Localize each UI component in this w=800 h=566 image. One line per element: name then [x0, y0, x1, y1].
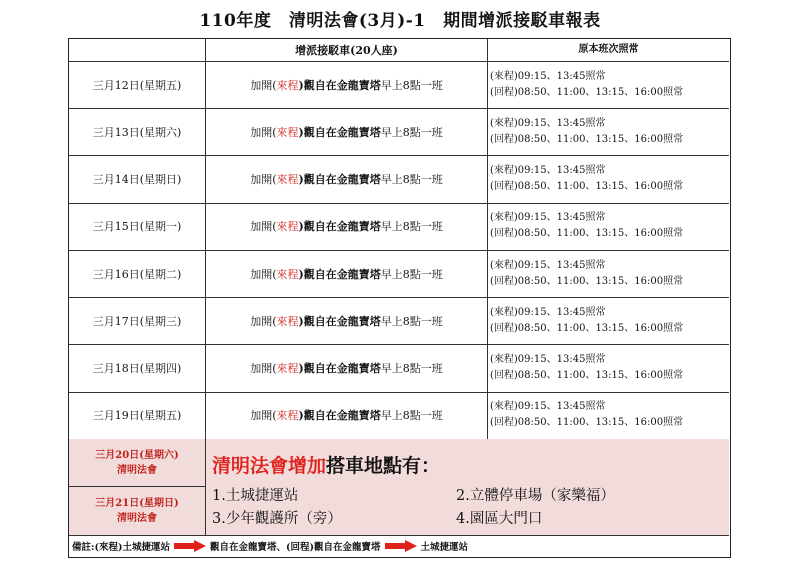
row-extra-direction: 來程 [276, 314, 299, 328]
row-extra-time: 早上8點一班 [380, 409, 443, 423]
row-schedule-outbound: (回程)08:50、11:00、13:15、16:00照常 [490, 181, 684, 192]
row-extra-shuttle [206, 297, 488, 344]
row-schedule-outbound: (回程)08:50、11:00、13:15、16:00照常 [490, 133, 684, 145]
remark-part-2: 觀自在金龍寶塔、(回程)觀自在金龍寶塔 [210, 542, 381, 553]
row-extra-direction: 來程 [276, 362, 299, 375]
table-row [69, 203, 729, 251]
row-extra-time: 早上8點一班 [380, 125, 443, 139]
row-date: 三月12日(星期五) [69, 61, 206, 108]
row-extra-shuttle [206, 250, 488, 297]
row-date: 三月19日(星期五) [69, 392, 206, 439]
pickup-spot-1: 1.土城捷運站 [212, 488, 299, 504]
pickup-spot-3: 3.少年觀護所（旁） [212, 511, 342, 527]
row-schedule-inbound: (來程)09:15、13:45照常 [490, 259, 606, 271]
row-regular-schedule [488, 297, 729, 344]
row-extra-direction: 來程 [276, 125, 299, 139]
row-extra-time: 早上8點一班 [380, 267, 443, 281]
row-schedule-inbound: (來程)09:15、13:45照常 [490, 165, 606, 176]
row-regular-schedule [488, 203, 729, 250]
row-schedule-outbound: (回程)08:50、11:00、13:15、16:00照常 [490, 86, 684, 98]
row-extra-direction: 來程 [276, 173, 299, 186]
pickup-headline-black: 搭車地點有： [326, 455, 441, 477]
table-row [69, 61, 729, 109]
row-schedule-outbound: (回程)08:50、11:00、13:15、16:00照常 [490, 275, 684, 287]
table-header [69, 39, 729, 62]
row-regular-schedule [488, 345, 729, 392]
remark-part-1: 備註:(來程)土城捷運站 [72, 542, 170, 553]
table-row [69, 345, 729, 393]
schedule-table [68, 38, 731, 558]
header-extra-shuttle: 增派接駁車(20人座) [206, 39, 488, 61]
row-regular-schedule [488, 250, 729, 297]
row-schedule-outbound: (回程)08:50、11:00、13:15、16:00照常 [490, 370, 684, 381]
special-day-21 [69, 487, 206, 535]
remark-row [69, 535, 729, 557]
arrow-right-icon [174, 540, 206, 552]
row-extra-destination: )觀自在金龍寶塔 [298, 220, 381, 234]
row-extra-prefix: 加開( [250, 362, 277, 375]
row-extra-direction: 來程 [276, 78, 299, 92]
row-extra-prefix: 加開( [250, 125, 277, 139]
row-extra-time: 早上8點一班 [380, 220, 443, 234]
row-date: 三月13日(星期六) [69, 108, 206, 155]
table-row [69, 156, 729, 204]
row-extra-shuttle [206, 203, 488, 250]
table-row [69, 392, 729, 440]
special-day-20-date: 三月20日(星期六) [95, 449, 179, 461]
pickup-headline [212, 451, 440, 478]
row-extra-direction: 來程 [276, 409, 299, 423]
row-extra-direction: 來程 [276, 267, 299, 281]
page-title: 110年度 清明法會(3月)-1 期間增派接駁車報表 [199, 11, 601, 31]
row-date: 三月14日(星期日) [69, 156, 206, 203]
row-regular-schedule [488, 108, 729, 155]
special-day-21-event: 清明法會 [117, 513, 157, 524]
row-regular-schedule [488, 156, 729, 203]
pickup-spot-4: 4.園區大門口 [456, 511, 543, 527]
row-extra-shuttle [206, 156, 488, 203]
remark-part-3: 土城捷運站 [420, 542, 469, 553]
row-date: 三月18日(星期四) [69, 345, 206, 392]
row-extra-prefix: 加開( [250, 409, 277, 423]
row-extra-destination: )觀自在金龍寶塔 [298, 409, 381, 423]
row-schedule-inbound: (來程)09:15、13:45照常 [490, 354, 606, 365]
row-extra-prefix: 加開( [250, 314, 277, 328]
row-extra-destination: )觀自在金龍寶塔 [298, 362, 381, 375]
pickup-info [206, 439, 729, 535]
row-extra-time: 早上8點一班 [380, 173, 443, 186]
row-extra-prefix: 加開( [250, 267, 277, 281]
row-extra-destination: )觀自在金龍寶塔 [298, 125, 381, 139]
row-extra-prefix: 加開( [250, 78, 277, 92]
row-schedule-outbound: (回程)08:50、11:00、13:15、16:00照常 [490, 417, 684, 429]
special-section [69, 439, 729, 536]
pickup-spot-2: 2.立體停車場（家樂福） [456, 488, 615, 504]
special-day-21-date: 三月21日(星期日) [95, 498, 179, 509]
row-extra-destination: )觀自在金龍寶塔 [298, 78, 381, 92]
header-date [69, 39, 206, 61]
table-row [69, 250, 729, 298]
row-extra-shuttle [206, 345, 488, 392]
row-extra-shuttle [206, 392, 488, 439]
row-schedule-inbound: (來程)09:15、13:45照常 [490, 212, 606, 224]
row-extra-time: 早上8點一班 [380, 362, 443, 375]
row-extra-prefix: 加開( [250, 220, 277, 234]
row-schedule-inbound: (來程)09:15、13:45照常 [490, 306, 606, 318]
row-date: 三月15日(星期一) [69, 203, 206, 250]
row-schedule-inbound: (來程)09:15、13:45照常 [490, 401, 606, 413]
row-extra-time: 早上8點一班 [380, 78, 443, 92]
row-extra-shuttle [206, 61, 488, 108]
row-regular-schedule [488, 61, 729, 108]
row-date: 三月16日(星期二) [69, 250, 206, 297]
table-row [69, 297, 729, 345]
row-schedule-outbound: (回程)08:50、11:00、13:15、16:00照常 [490, 228, 684, 240]
arrow-right-icon [385, 540, 417, 552]
table-row [69, 108, 729, 156]
row-extra-destination: )觀自在金龍寶塔 [298, 173, 381, 186]
pickup-headline-red: 清明法會增加 [212, 455, 327, 477]
row-extra-prefix: 加開( [250, 173, 277, 186]
row-schedule-inbound: (來程)09:15、13:45照常 [490, 70, 606, 82]
row-schedule-inbound: (來程)09:15、13:45照常 [490, 117, 606, 129]
row-extra-direction: 來程 [276, 220, 299, 234]
special-day-20-event: 清明法會 [117, 464, 157, 476]
row-extra-time: 早上8點一班 [380, 314, 443, 328]
row-extra-destination: )觀自在金龍寶塔 [298, 267, 381, 281]
row-extra-shuttle [206, 108, 488, 155]
row-regular-schedule [488, 392, 729, 439]
header-regular: 原本班次照常 [578, 44, 639, 55]
row-extra-destination: )觀自在金龍寶塔 [298, 314, 381, 328]
row-schedule-outbound: (回程)08:50、11:00、13:15、16:00照常 [490, 322, 684, 334]
special-day-20 [69, 439, 206, 487]
row-date: 三月17日(星期三) [69, 297, 206, 344]
